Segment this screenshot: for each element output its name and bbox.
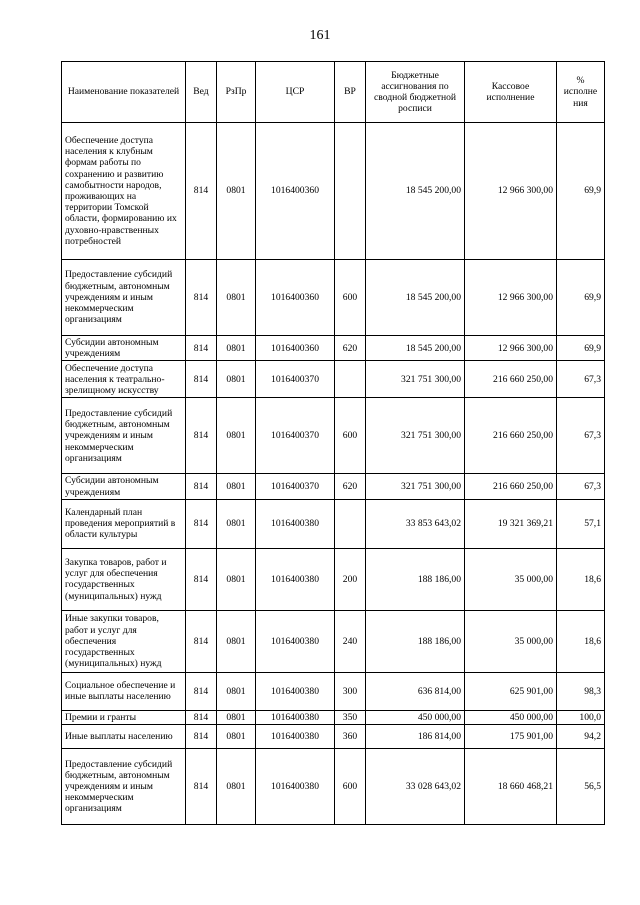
cell-assignments: 18 545 200,00 (366, 336, 465, 361)
cell-name: Премии и гранты (62, 710, 186, 724)
cell-assignments: 18 545 200,00 (366, 123, 465, 260)
cell-name: Субсидии автономным учреждениям (62, 336, 186, 361)
cell-csr: 1016400370 (256, 361, 335, 398)
cell-vr (335, 123, 366, 260)
cell-percent: 69,9 (557, 260, 605, 336)
cell-cash-execution: 625 901,00 (465, 672, 557, 710)
cell-ved: 814 (186, 672, 217, 710)
cell-ved: 814 (186, 398, 217, 474)
cell-assignments: 188 186,00 (366, 610, 465, 672)
cell-assignments: 33 028 643,02 (366, 749, 465, 825)
header-vr: ВР (335, 62, 366, 123)
cell-rzpr: 0801 (217, 548, 256, 610)
cell-vr (335, 361, 366, 398)
table-row (62, 398, 605, 474)
table-row (62, 710, 605, 724)
cell-vr (335, 499, 366, 548)
cell-name: Субсидии автономным учреждениям (62, 474, 186, 499)
cell-percent: 100,0 (557, 710, 605, 724)
cell-percent: 18,6 (557, 610, 605, 672)
cell-vr: 350 (335, 710, 366, 724)
cell-percent: 94,2 (557, 725, 605, 749)
cell-cash-execution: 175 901,00 (465, 725, 557, 749)
cell-cash-execution: 12 966 300,00 (465, 260, 557, 336)
cell-cash-execution: 450 000,00 (465, 710, 557, 724)
cell-rzpr: 0801 (217, 672, 256, 710)
cell-rzpr: 0801 (217, 710, 256, 724)
cell-ved: 814 (186, 361, 217, 398)
cell-ved: 814 (186, 260, 217, 336)
cell-assignments: 321 751 300,00 (366, 398, 465, 474)
cell-percent: 98,3 (557, 672, 605, 710)
cell-ved: 814 (186, 749, 217, 825)
table-row (62, 725, 605, 749)
cell-rzpr: 0801 (217, 749, 256, 825)
table-row (62, 749, 605, 825)
cell-vr: 600 (335, 398, 366, 474)
cell-rzpr: 0801 (217, 361, 256, 398)
cell-cash-execution: 216 660 250,00 (465, 474, 557, 499)
cell-cash-execution: 19 321 369,21 (465, 499, 557, 548)
cell-vr: 240 (335, 610, 366, 672)
cell-assignments: 450 000,00 (366, 710, 465, 724)
cell-cash-execution: 216 660 250,00 (465, 361, 557, 398)
cell-csr: 1016400380 (256, 499, 335, 548)
header-csr: ЦСР (256, 62, 335, 123)
cell-csr: 1016400360 (256, 260, 335, 336)
cell-rzpr: 0801 (217, 336, 256, 361)
cell-name: Календарный план проведения мероприятий в области культуры (62, 499, 186, 548)
cell-vr: 600 (335, 260, 366, 336)
cell-name: Закупка товаров, работ и услуг для обеспечения государственных (муниципальных) нужд (62, 548, 186, 610)
cell-cash-execution: 18 660 468,21 (465, 749, 557, 825)
cell-cash-execution: 35 000,00 (465, 548, 557, 610)
cell-name: Иные выплаты населению (62, 725, 186, 749)
header-ved: Вед (186, 62, 217, 123)
cell-name: Обеспечение доступа населения к клубным формам работы по сохранению и развитию самобытности народов, проживающих на территории Томской области, формированию их духовно-нравственных потребностей (62, 123, 186, 260)
cell-rzpr: 0801 (217, 610, 256, 672)
cell-ved: 814 (186, 336, 217, 361)
cell-assignments: 18 545 200,00 (366, 260, 465, 336)
table-header-row (62, 62, 605, 123)
header-cash-execution: Кассовое исполнение (465, 62, 557, 123)
cell-csr: 1016400380 (256, 725, 335, 749)
cell-rzpr: 0801 (217, 474, 256, 499)
page-number: 161 (309, 28, 331, 43)
cell-vr: 620 (335, 336, 366, 361)
table-row (62, 474, 605, 499)
table-row (62, 672, 605, 710)
cell-assignments: 188 186,00 (366, 548, 465, 610)
cell-rzpr: 0801 (217, 398, 256, 474)
table-row (62, 260, 605, 336)
table-row (62, 336, 605, 361)
cell-ved: 814 (186, 548, 217, 610)
cell-csr: 1016400380 (256, 610, 335, 672)
cell-csr: 1016400380 (256, 548, 335, 610)
cell-name: Предоставление субсидий бюджетным, автономным учреждениям и иным некоммерческим организациям (62, 749, 186, 825)
cell-cash-execution: 12 966 300,00 (465, 336, 557, 361)
cell-cash-execution: 216 660 250,00 (465, 398, 557, 474)
cell-percent: 67,3 (557, 398, 605, 474)
cell-vr: 600 (335, 749, 366, 825)
cell-name: Предоставление субсидий бюджетным, автономным учреждениям и иным некоммерческим организациям (62, 398, 186, 474)
cell-csr: 1016400380 (256, 749, 335, 825)
cell-rzpr: 0801 (217, 123, 256, 260)
cell-rzpr: 0801 (217, 260, 256, 336)
cell-csr: 1016400370 (256, 398, 335, 474)
cell-assignments: 321 751 300,00 (366, 474, 465, 499)
cell-assignments: 186 814,00 (366, 725, 465, 749)
cell-ved: 814 (186, 499, 217, 548)
cell-percent: 57,1 (557, 499, 605, 548)
table-row (62, 361, 605, 398)
table-row (62, 548, 605, 610)
cell-percent: 67,3 (557, 474, 605, 499)
cell-percent: 69,9 (557, 336, 605, 361)
cell-assignments: 33 853 643,02 (366, 499, 465, 548)
cell-vr: 360 (335, 725, 366, 749)
cell-percent: 69,9 (557, 123, 605, 260)
cell-name: Предоставление субсидий бюджетным, автономным учреждениям и иным некоммерческим организациям (62, 260, 186, 336)
cell-percent: 18,6 (557, 548, 605, 610)
cell-rzpr: 0801 (217, 725, 256, 749)
cell-cash-execution: 35 000,00 (465, 610, 557, 672)
cell-cash-execution: 12 966 300,00 (465, 123, 557, 260)
cell-csr: 1016400380 (256, 672, 335, 710)
cell-vr: 620 (335, 474, 366, 499)
header-rzpr: РзПр (217, 62, 256, 123)
cell-name: Обеспечение доступа населения к театрально-зрелищному искусству (62, 361, 186, 398)
cell-assignments: 636 814,00 (366, 672, 465, 710)
cell-percent: 67,3 (557, 361, 605, 398)
cell-assignments: 321 751 300,00 (366, 361, 465, 398)
table-row (62, 123, 605, 260)
table-row (62, 499, 605, 548)
budget-table (61, 61, 605, 825)
table-row (62, 610, 605, 672)
cell-ved: 814 (186, 123, 217, 260)
cell-csr: 1016400380 (256, 710, 335, 724)
cell-csr: 1016400370 (256, 474, 335, 499)
cell-ved: 814 (186, 725, 217, 749)
cell-vr: 200 (335, 548, 366, 610)
header-percent: % исполне ния (557, 62, 605, 123)
cell-csr: 1016400360 (256, 336, 335, 361)
cell-vr: 300 (335, 672, 366, 710)
cell-name: Социальное обеспечение и иные выплаты населению (62, 672, 186, 710)
header-name: Наименование показателей (62, 62, 186, 123)
cell-ved: 814 (186, 610, 217, 672)
cell-ved: 814 (186, 710, 217, 724)
cell-ved: 814 (186, 474, 217, 499)
cell-name: Иные закупки товаров, работ и услуг для обеспечения государственных (муниципальных) нужд (62, 610, 186, 672)
header-assignments: Бюджетные ассигнования по сводной бюджетной росписи (366, 62, 465, 123)
cell-percent: 56,5 (557, 749, 605, 825)
cell-rzpr: 0801 (217, 499, 256, 548)
cell-csr: 1016400360 (256, 123, 335, 260)
